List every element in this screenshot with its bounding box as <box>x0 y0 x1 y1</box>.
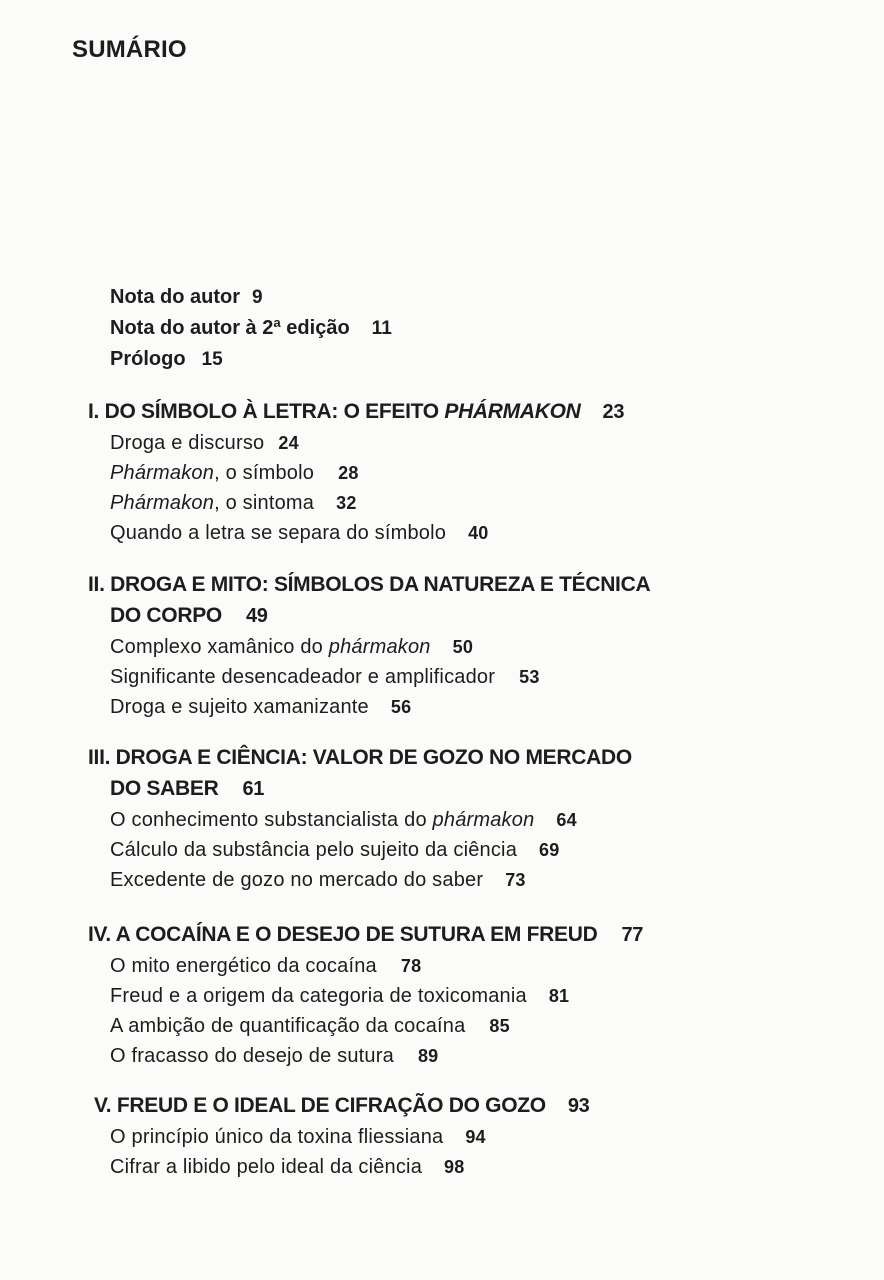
toc-page-number: 49 <box>245 605 268 627</box>
toc-chapter-1 <box>88 396 788 548</box>
toc-page-number: 78 <box>400 956 422 976</box>
section-text: O princípio único da toxina fliessiana <box>110 1126 444 1148</box>
section-text: Freud e a origem da categoria de toxicomania <box>110 985 527 1007</box>
toc-section[interactable] <box>110 1122 794 1152</box>
toc-section[interactable] <box>110 662 788 692</box>
toc-entry-label: Nota do autor à 2ª edição <box>110 317 350 339</box>
toc-section[interactable] <box>110 488 788 518</box>
section-text-italic: phármakon <box>328 636 431 658</box>
section-text: , o símbolo <box>214 462 315 484</box>
section-text: Complexo xamânico do <box>110 636 329 658</box>
toc-page-number: 32 <box>336 493 357 513</box>
toc-page-number: 40 <box>468 523 489 543</box>
toc-page-number: 50 <box>452 637 474 657</box>
toc-section[interactable] <box>110 981 788 1011</box>
toc-page-number: 53 <box>519 667 540 687</box>
section-text: O conhecimento substancialista do <box>110 809 433 831</box>
toc-section[interactable] <box>110 632 788 662</box>
chapter-title[interactable] <box>88 396 788 428</box>
toc-page-number: 64 <box>556 810 577 830</box>
page-title: SUMÁRIO <box>72 36 187 63</box>
chapter-title[interactable] <box>88 919 788 951</box>
chapter-title-text: III. DROGA E CIÊNCIA: VALOR DE GOZO NO MERCADO <box>88 746 632 769</box>
toc-page-number: 56 <box>390 697 412 717</box>
toc-page-number: 85 <box>489 1016 510 1036</box>
toc-page-number: 9 <box>252 287 263 308</box>
toc-section[interactable] <box>110 458 788 488</box>
chapter-title-text: V. FREUD E O IDEAL DE CIFRAÇÃO DO GOZO <box>94 1094 546 1117</box>
section-text: Cifrar a libido pelo ideal da ciência <box>110 1156 423 1178</box>
chapter-sections <box>88 428 788 548</box>
section-text: Droga e sujeito xamanizante <box>110 696 369 718</box>
toc-section[interactable] <box>110 1041 788 1071</box>
section-text: O mito energético da cocaína <box>110 955 377 977</box>
toc-page-number: 98 <box>444 1157 465 1177</box>
toc-entry-label: Prólogo <box>110 348 186 370</box>
toc-page-number: 11 <box>371 318 392 339</box>
section-text: A ambição de quantificação da cocaína <box>110 1015 466 1037</box>
chapter-title[interactable] <box>88 569 788 632</box>
chapter-sections <box>88 951 788 1071</box>
section-text-italic: phármakon <box>432 809 535 831</box>
toc-section[interactable] <box>110 518 788 548</box>
chapter-sections <box>94 1122 794 1182</box>
toc-chapter-4 <box>88 919 788 1071</box>
toc-chapter-3 <box>88 742 788 895</box>
chapter-title[interactable] <box>88 742 788 805</box>
toc-page-number: 94 <box>465 1127 486 1147</box>
toc-page-number: 61 <box>242 778 265 800</box>
toc-page-number: 24 <box>278 433 299 453</box>
chapter-title-text-line2: DO CORPO <box>110 604 222 627</box>
toc-section[interactable] <box>110 865 788 895</box>
chapter-title-italic: PHÁRMAKON <box>444 400 581 423</box>
toc-chapter-2 <box>88 569 788 722</box>
section-text: , o sintoma <box>214 492 315 514</box>
toc-entry-prologue[interactable] <box>110 344 392 375</box>
section-text: O fracasso do desejo de sutura <box>110 1045 394 1067</box>
toc-page-number: 69 <box>539 840 560 860</box>
toc-section[interactable] <box>110 1011 788 1041</box>
toc-section[interactable] <box>110 1152 794 1182</box>
chapter-title-text-line2: DO SABER <box>110 777 219 800</box>
toc-page-number: 77 <box>621 924 644 946</box>
chapter-title-text: I. DO SÍMBOLO À LETRA: O EFEITO <box>88 400 445 423</box>
toc-prelims <box>110 282 392 375</box>
toc-section[interactable] <box>110 951 788 981</box>
toc-page-number: 28 <box>338 463 359 483</box>
toc-page-number: 15 <box>201 349 223 370</box>
toc-page-number: 23 <box>602 401 625 423</box>
section-text-italic: Phármakon <box>110 462 215 484</box>
section-text: Quando a letra se separa do símbolo <box>110 522 447 544</box>
section-text: Excedente de gozo no mercado do saber <box>110 869 484 891</box>
chapter-title[interactable] <box>94 1090 794 1122</box>
toc-entry-author-note[interactable] <box>110 282 392 313</box>
chapter-title-text: II. DROGA E MITO: SÍMBOLOS DA NATUREZA E TÉCNICA <box>88 573 651 596</box>
toc-section[interactable] <box>110 805 788 835</box>
toc-page-number: 73 <box>505 870 526 890</box>
chapter-sections <box>88 805 788 895</box>
toc-page-number: 81 <box>548 986 570 1006</box>
toc-section[interactable] <box>110 428 788 458</box>
toc-entry-author-note-2nd-edition[interactable] <box>110 313 392 344</box>
toc-section[interactable] <box>110 692 788 722</box>
toc-entry-label: Nota do autor <box>110 286 240 308</box>
toc-page-number: 89 <box>417 1046 439 1066</box>
chapter-title-text: IV. A COCAÍNA E O DESEJO DE SUTURA EM FREUD <box>88 923 598 946</box>
section-text-italic: Phármakon <box>110 492 215 514</box>
toc-page-number: 93 <box>567 1095 590 1117</box>
section-text: Cálculo da substância pelo sujeito da ciência <box>110 839 518 861</box>
section-text: Droga e discurso <box>110 432 265 454</box>
toc-section[interactable] <box>110 835 788 865</box>
toc-chapter-5 <box>94 1090 794 1182</box>
chapter-sections <box>88 632 788 722</box>
section-text: Significante desencadeador e amplificador <box>110 666 496 688</box>
